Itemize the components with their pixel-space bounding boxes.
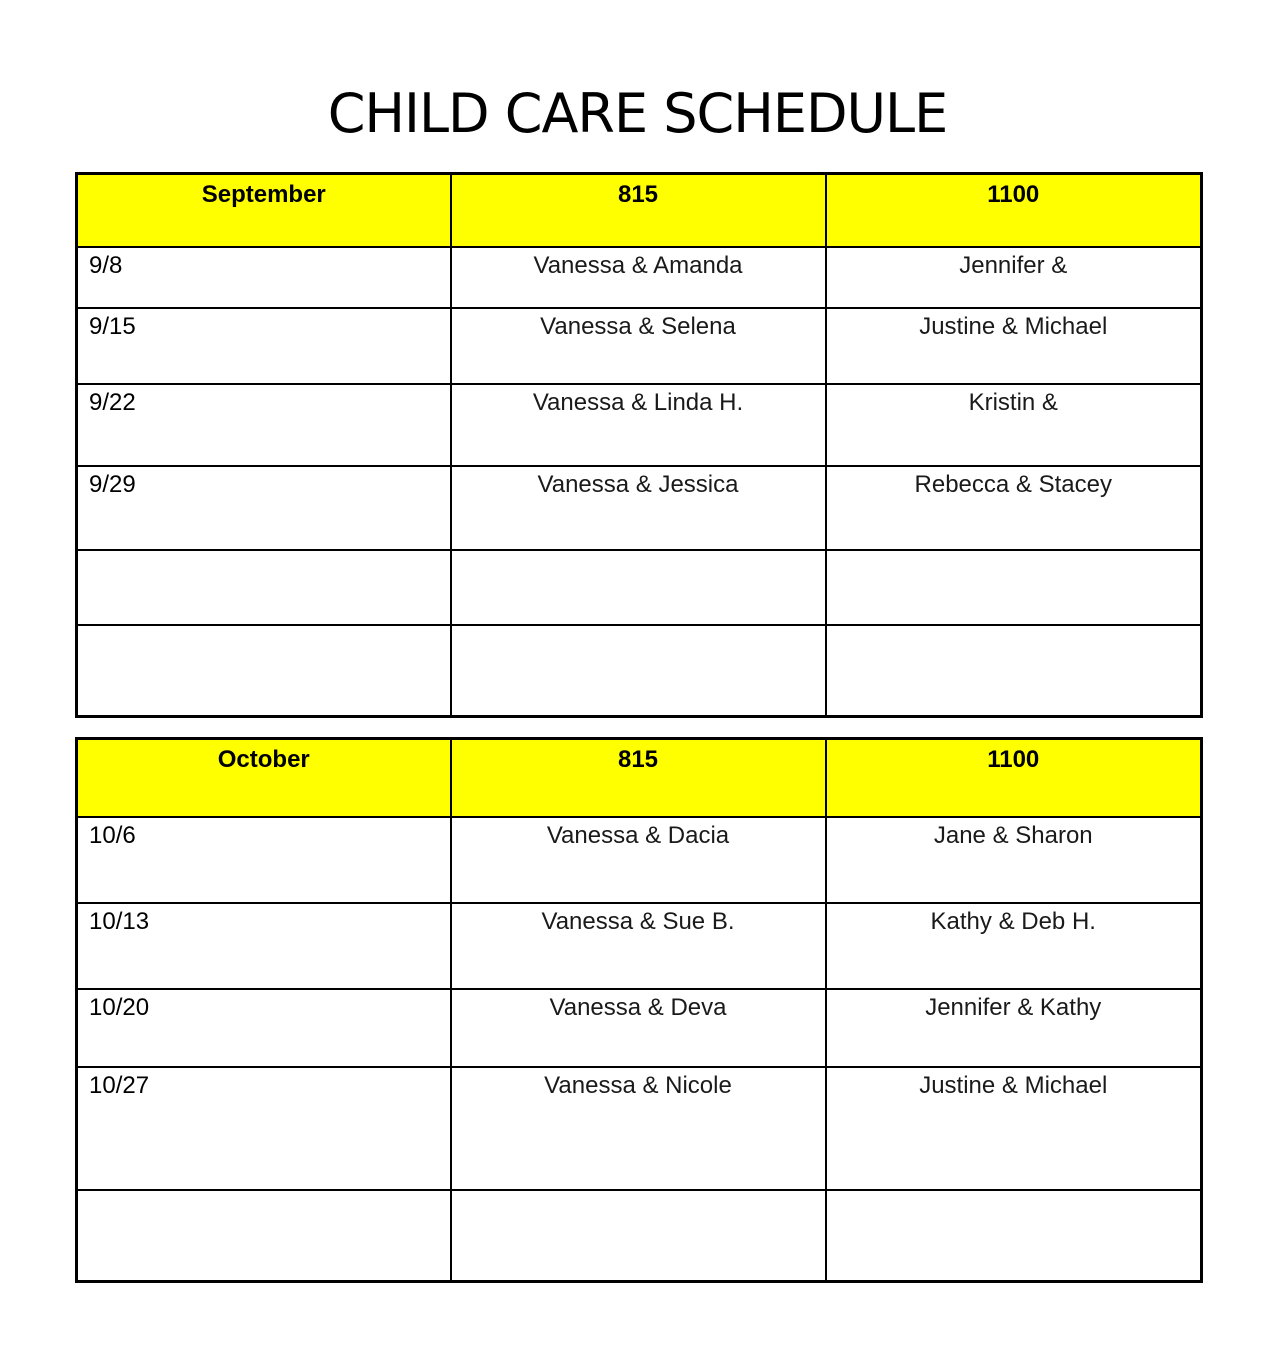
volunteers-815-cell: Vanessa & Amanda: [451, 247, 826, 308]
time-1100-header: 1100: [826, 739, 1202, 817]
time-815-header: 815: [451, 174, 826, 247]
volunteers-815-cell: [451, 625, 826, 717]
date-cell: 10/27: [77, 1067, 451, 1190]
table-row: [77, 466, 1202, 550]
volunteers-1100-cell: Jennifer &: [826, 247, 1202, 308]
table-header-row: [77, 739, 1202, 817]
date-cell: 9/29: [77, 466, 451, 550]
volunteers-1100-cell: Justine & Michael: [826, 1067, 1202, 1190]
time-815-header: 815: [451, 739, 826, 817]
date-cell: 10/20: [77, 989, 451, 1067]
volunteers-815-cell: Vanessa & Dacia: [451, 817, 826, 903]
volunteers-815-cell: [451, 1190, 826, 1282]
date-cell: [77, 1190, 451, 1282]
table-row: [77, 247, 1202, 308]
date-cell: [77, 625, 451, 717]
volunteers-815-cell: Vanessa & Deva: [451, 989, 826, 1067]
volunteers-815-cell: Vanessa & Linda H.: [451, 384, 826, 466]
table-row: [77, 1190, 1202, 1282]
volunteers-1100-cell: Justine & Michael: [826, 308, 1202, 384]
volunteers-1100-cell: [826, 550, 1202, 625]
volunteers-1100-cell: Kristin &: [826, 384, 1202, 466]
month-header: October: [77, 739, 451, 817]
volunteers-1100-cell: [826, 1190, 1202, 1282]
time-1100-header: 1100: [826, 174, 1202, 247]
volunteers-1100-cell: Kathy & Deb H.: [826, 903, 1202, 989]
date-cell: 9/8: [77, 247, 451, 308]
table-row: [77, 550, 1202, 625]
volunteers-815-cell: Vanessa & Nicole: [451, 1067, 826, 1190]
volunteers-815-cell: Vanessa & Sue B.: [451, 903, 826, 989]
volunteers-1100-cell: Jane & Sharon: [826, 817, 1202, 903]
volunteers-815-cell: Vanessa & Selena: [451, 308, 826, 384]
month-header: September: [77, 174, 451, 247]
table-row: [77, 903, 1202, 989]
volunteers-815-cell: Vanessa & Jessica: [451, 466, 826, 550]
date-cell: [77, 550, 451, 625]
date-cell: 10/13: [77, 903, 451, 989]
table-row: [77, 625, 1202, 717]
table-row: [77, 817, 1202, 903]
date-cell: 9/15: [77, 308, 451, 384]
september-schedule-table: [75, 172, 1203, 718]
october-schedule-table: [75, 737, 1203, 1283]
volunteers-1100-cell: Rebecca & Stacey: [826, 466, 1202, 550]
table-row: [77, 1067, 1202, 1190]
volunteers-815-cell: [451, 550, 826, 625]
volunteers-1100-cell: Jennifer & Kathy: [826, 989, 1202, 1067]
table-row: [77, 384, 1202, 466]
table-row: [77, 308, 1202, 384]
table-row: [77, 989, 1202, 1067]
table-header-row: [77, 174, 1202, 247]
volunteers-1100-cell: [826, 625, 1202, 717]
date-cell: 10/6: [77, 817, 451, 903]
page-title: CHILD CARE SCHEDULE: [327, 82, 948, 145]
date-cell: 9/22: [77, 384, 451, 466]
